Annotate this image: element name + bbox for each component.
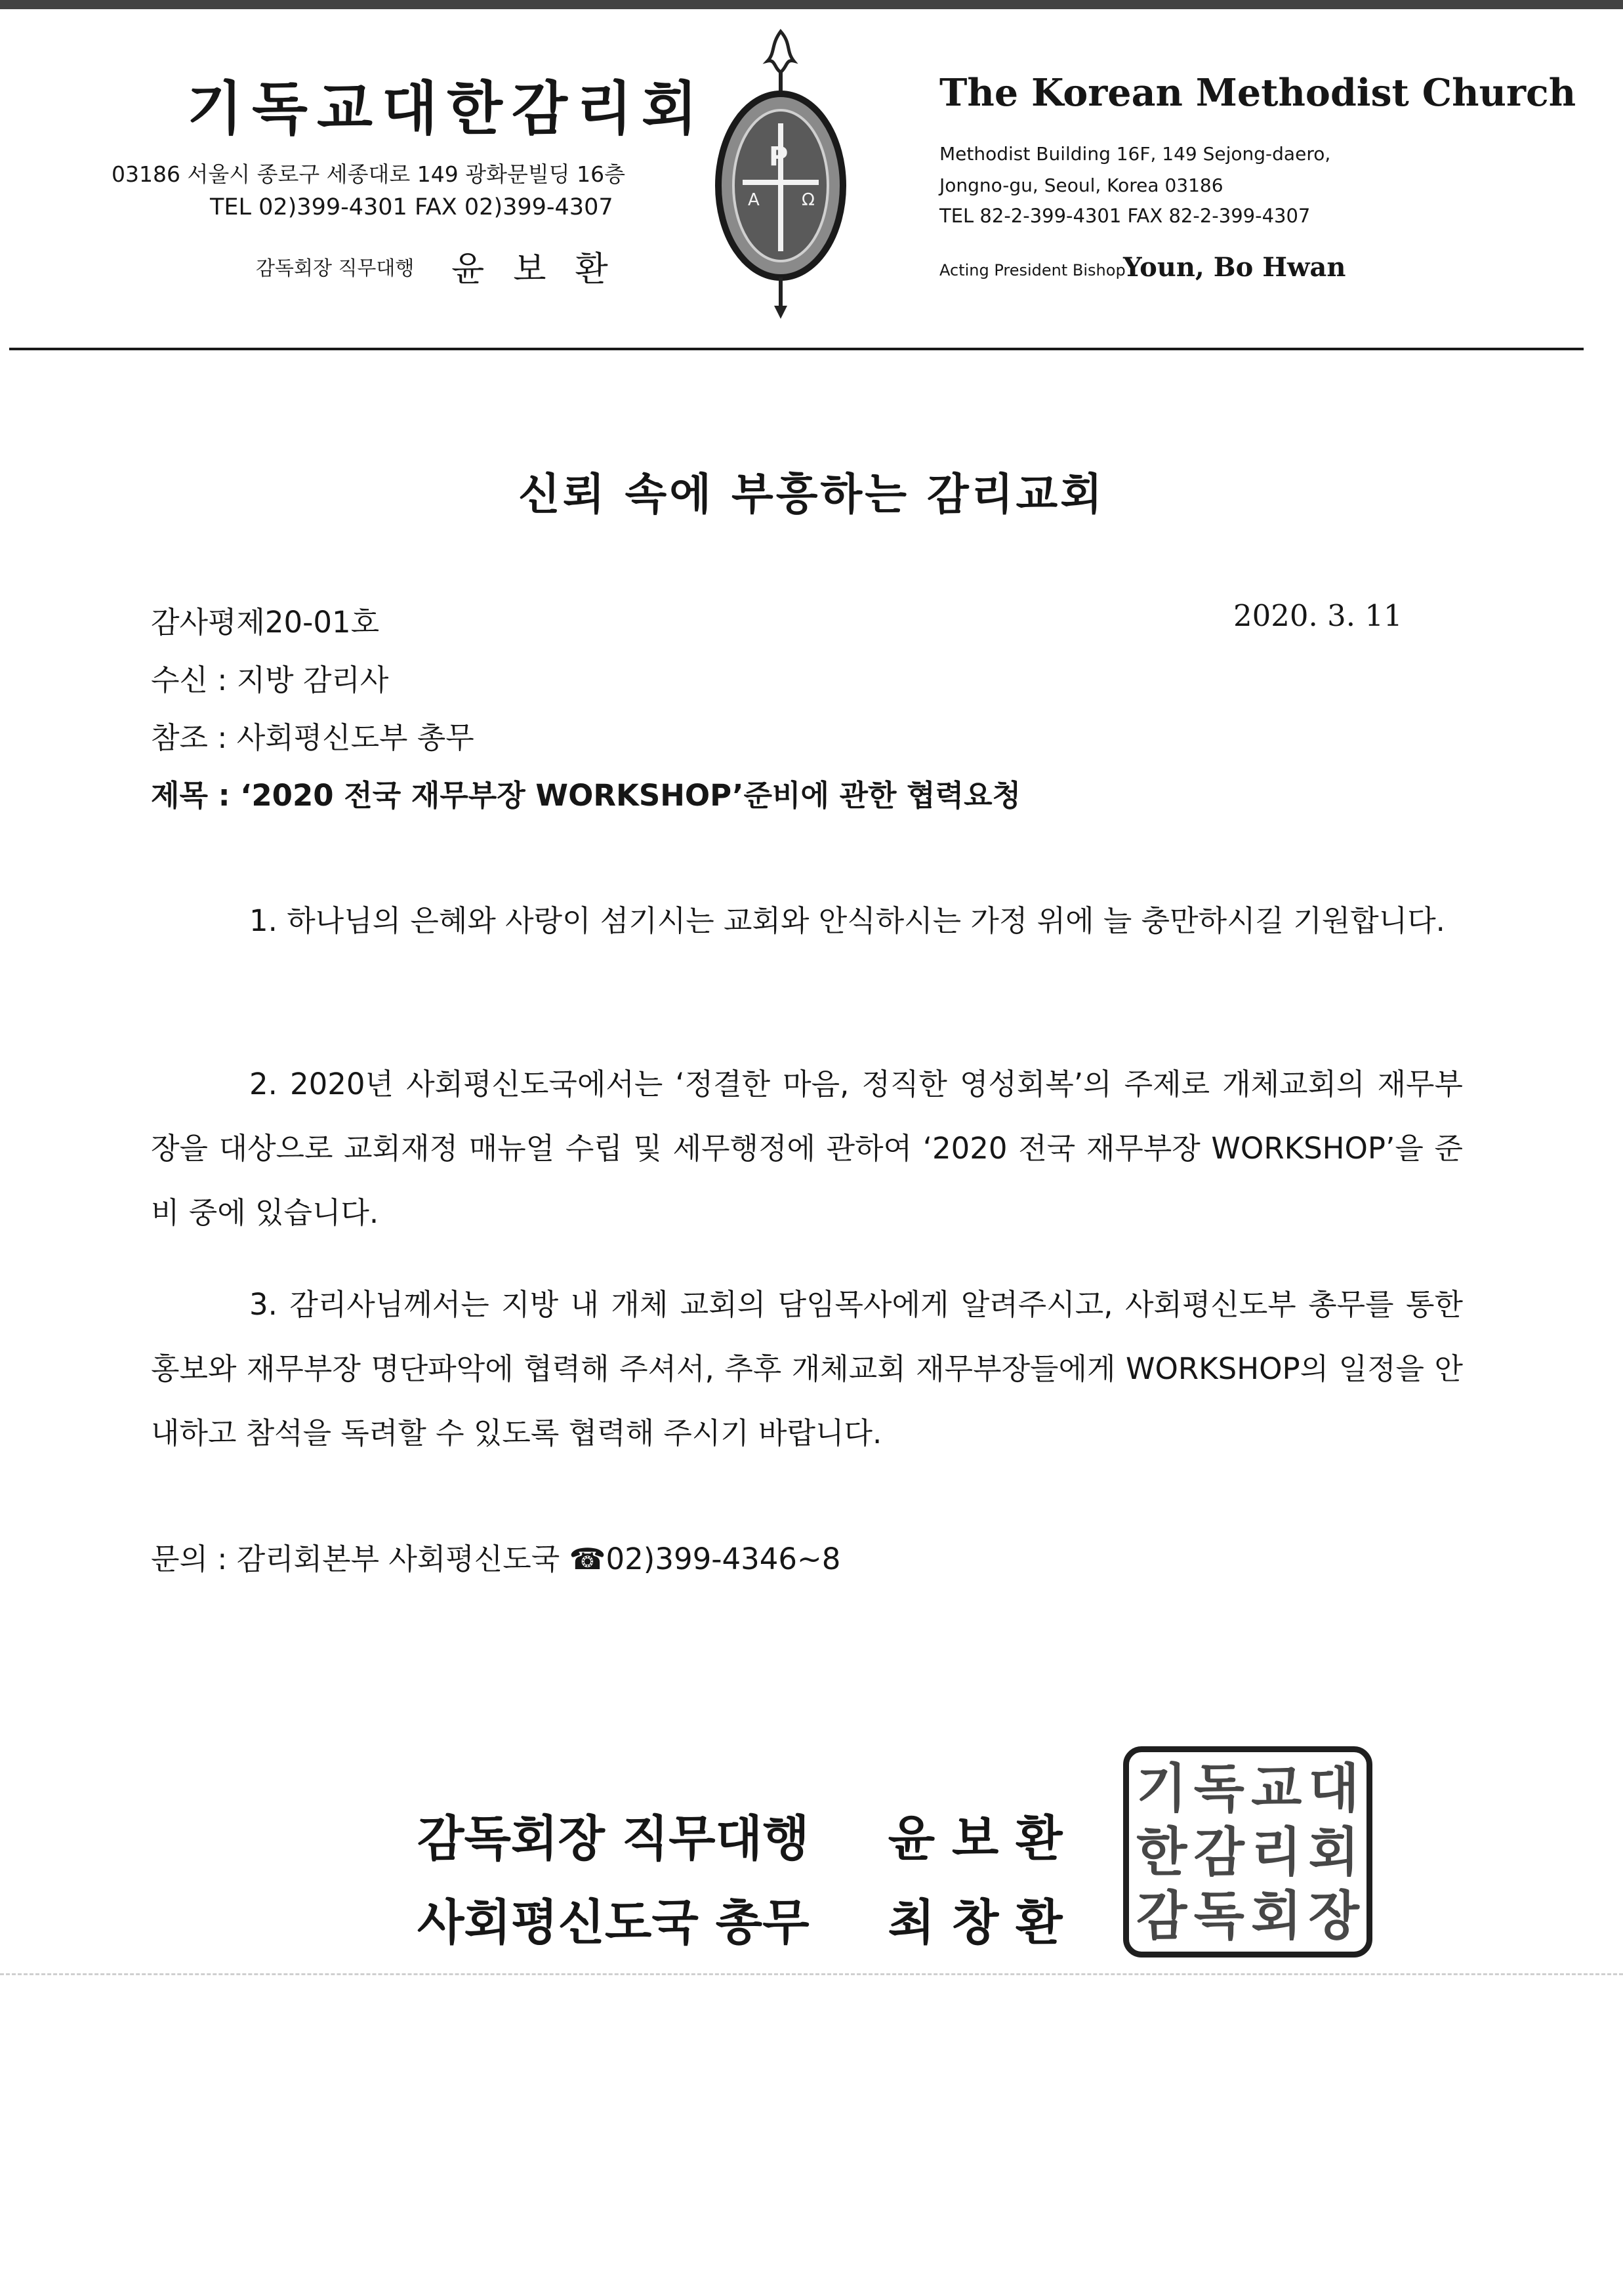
seal-char: 독 bbox=[1193, 1885, 1244, 1947]
kr-address: 03186 서울시 종로구 세종대로 149 광화문빌딩 16층 bbox=[112, 161, 625, 187]
en-church-name: The Korean Methodist Church bbox=[939, 71, 1576, 115]
subject: 제목 : ‘2020 전국 재무부장 WORKSHOP’준비에 관한 협력요청 bbox=[151, 778, 1021, 813]
emblem-letter-p: P bbox=[769, 142, 789, 172]
seal-char: 장 bbox=[1308, 1885, 1359, 1947]
kr-church-name: 기독교대한감리회 bbox=[187, 74, 707, 142]
en-president-name: Youn, Bo Hwan bbox=[1123, 252, 1346, 283]
en-tel-fax: TEL 82-2-399-4301 FAX 82-2-399-4307 bbox=[939, 205, 1311, 227]
en-president-title: Acting President Bishop bbox=[939, 261, 1126, 279]
seal-char: 교 bbox=[1251, 1757, 1302, 1819]
seal-char: 감 bbox=[1193, 1820, 1244, 1883]
emblem-letter-alpha: A bbox=[748, 190, 760, 210]
signature-2-title: 사회평신도국 총무 bbox=[417, 1895, 810, 1951]
body-paragraph-2 bbox=[151, 1052, 1463, 1245]
seal-char: 독 bbox=[1193, 1757, 1244, 1819]
seal-char: 리 bbox=[1251, 1820, 1302, 1883]
seal-char: 감 bbox=[1136, 1885, 1187, 1947]
seal-char: 회 bbox=[1251, 1885, 1302, 1947]
en-address-line1: Methodist Building 16F, 149 Sejong-daero, bbox=[939, 143, 1331, 165]
signature-line-1 bbox=[417, 1800, 1063, 1870]
body-paragraph-1-text: 1. 하나님의 은혜와 사랑이 섬기시는 교회와 안식하시는 가정 위에 늘 충만하시길 기원합니다. bbox=[249, 903, 1445, 938]
scan-dash-line bbox=[0, 1973, 1623, 1975]
signature-line-2 bbox=[417, 1884, 1063, 1954]
kr-president-name: 윤보환 bbox=[451, 250, 637, 289]
emblem-letter-omega: Ω bbox=[802, 190, 815, 210]
kr-president-title: 감독회장 직무대행 bbox=[256, 257, 415, 280]
inquiry-contact: 문의 : 감리회본부 사회평신도국 ☎02)399-4346~8 bbox=[151, 1542, 841, 1576]
signature-1-name: 윤 보 환 bbox=[888, 1811, 1063, 1867]
body-paragraph-3 bbox=[151, 1273, 1463, 1466]
body-paragraph-1 bbox=[151, 889, 1463, 953]
methodist-emblem-icon bbox=[702, 25, 859, 320]
signature-1-title: 감독회장 직무대행 bbox=[417, 1811, 810, 1867]
seal-char: 한 bbox=[1136, 1820, 1187, 1883]
document-date: 2020. 3. 11 bbox=[1233, 598, 1403, 633]
reference: 참조 : 사회평신도부 총무 bbox=[151, 720, 474, 755]
body-paragraph-3-text: 3. 감리사님께서는 지방 내 개체 교회의 담임목사에게 알려주시고, 사회평신도부 총무를 통한 홍보와 재무부장 명단파악에 협력해 주셔서, 추후 개체교회 재무부장들에게 WORKSHOP의 일정을 안내하고 참석을 독려할 수 있도록 협력해 주시기 바랍니다. bbox=[151, 1287, 1463, 1450]
seal-char: 대 bbox=[1308, 1757, 1359, 1819]
seal-char: 회 bbox=[1308, 1820, 1359, 1883]
slogan: 신뢰 속에 부흥하는 감리교회 bbox=[518, 469, 1105, 520]
document-number: 감사평제20-01호 bbox=[151, 605, 380, 640]
signature-2-name: 최 창 환 bbox=[888, 1895, 1063, 1951]
letterhead-divider bbox=[9, 348, 1584, 350]
en-address-line2: Jongno-gu, Seoul, Korea 03186 bbox=[939, 174, 1223, 196]
kr-tel-fax: TEL 02)399-4301 FAX 02)399-4307 bbox=[210, 194, 613, 220]
body-paragraph-2-text: 2. 2020년 사회평신도국에서는 ‘정결한 마음, 정직한 영성회복’의 주제로 개체교회의 재무부장을 대상으로 교회재정 매뉴얼 수립 및 세무행정에 관하여 ‘2020 전국 재무부장 WORKSHOP’을 준비 중에 있습니다. bbox=[151, 1067, 1463, 1230]
seal-char: 기 bbox=[1136, 1757, 1187, 1819]
scan-edge bbox=[0, 0, 1623, 9]
recipient: 수신 : 지방 감리사 bbox=[151, 663, 389, 697]
official-seal-stamp bbox=[1123, 1746, 1372, 1958]
